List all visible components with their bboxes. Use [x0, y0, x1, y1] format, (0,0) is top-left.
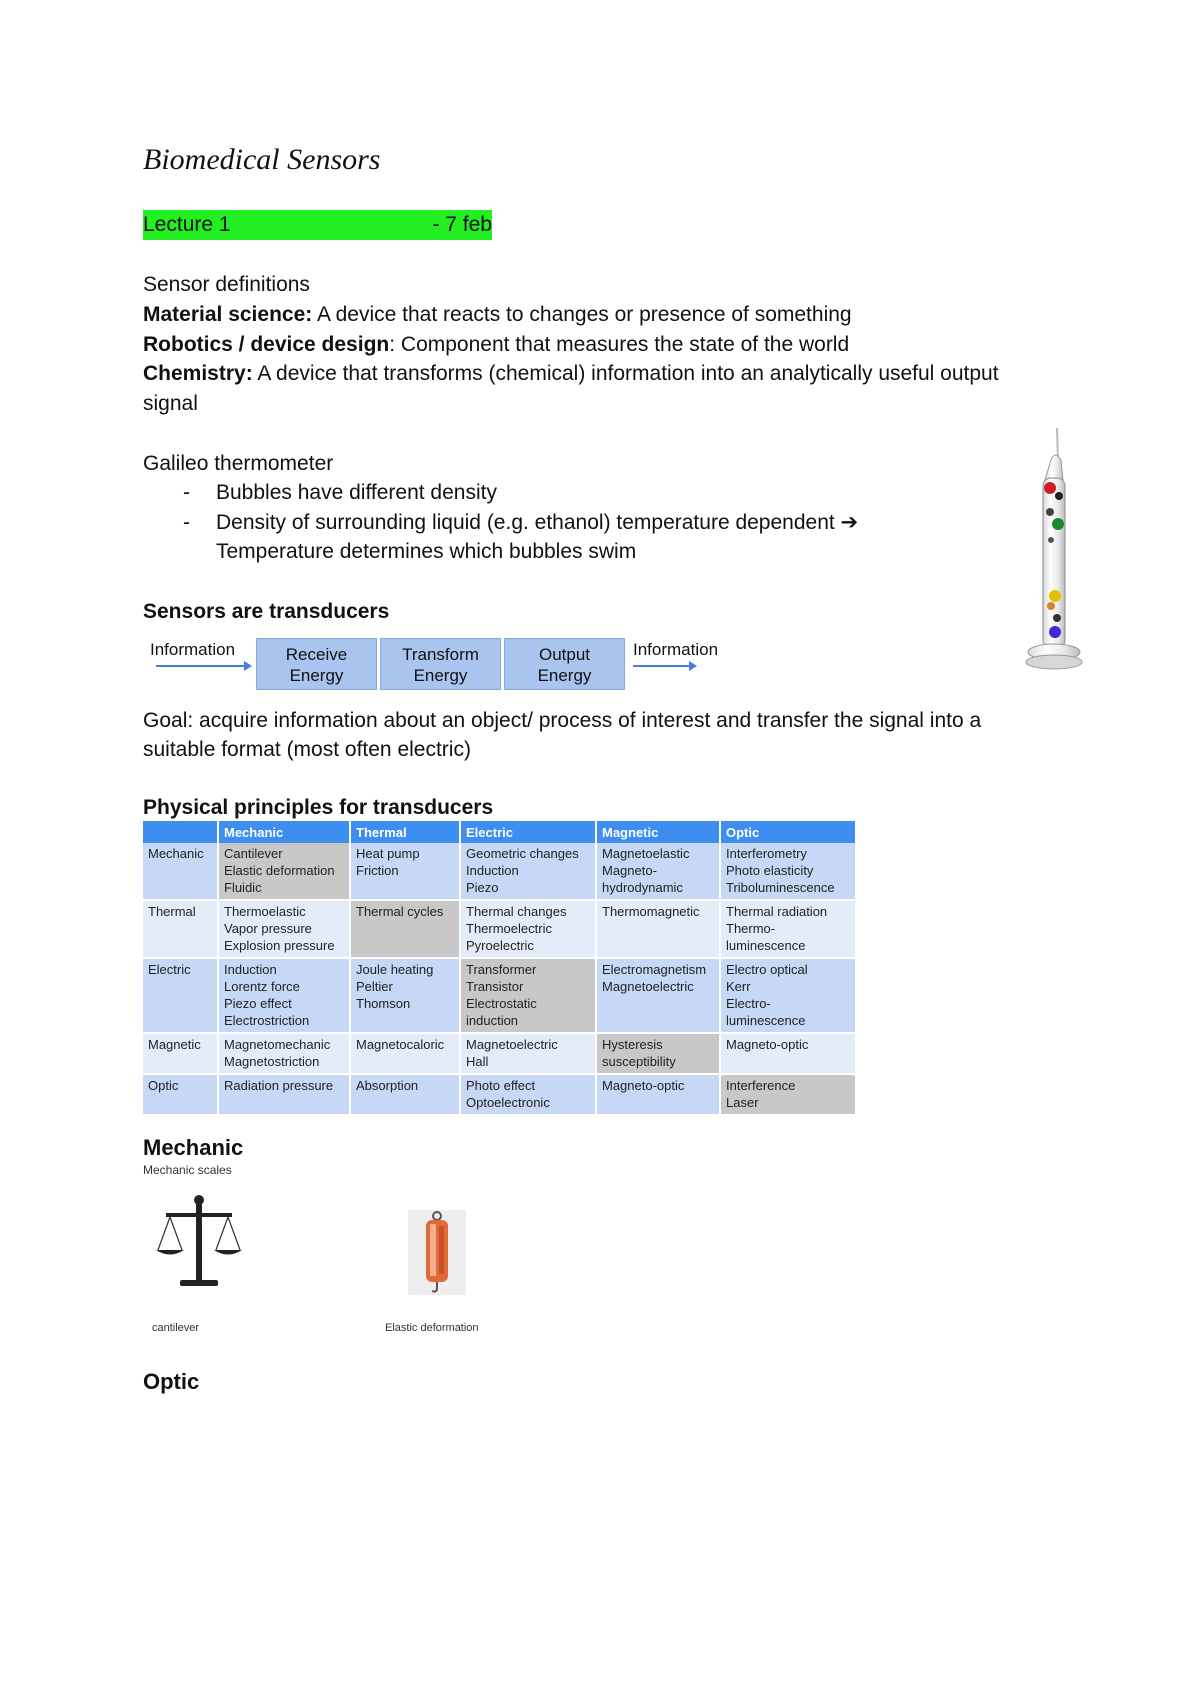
definition-robotics [143, 330, 849, 359]
principles-col-header: Optic [720, 821, 856, 843]
flow-box-transform [380, 638, 501, 690]
table-cell: Hysteresis susceptibility [596, 1033, 720, 1074]
table-cell: Joule heating Peltier Thomson [350, 958, 460, 1033]
definition-robotics-text: : Component that measures the state of the world [389, 333, 850, 356]
table-cell: Induction Lorentz force Piezo effect Electrostriction [218, 958, 350, 1033]
definitions-heading: Sensor definitions [143, 273, 310, 296]
table-cell: Radiation pressure [218, 1074, 350, 1115]
table-row [143, 843, 856, 900]
definition-chemistry-cont: signal [143, 392, 198, 415]
definition-chemistry-label: Chemistry: [143, 362, 253, 385]
table-cell: Magneto-optic [596, 1074, 720, 1115]
table-cell: Absorption [350, 1074, 460, 1115]
principles-header-row [143, 821, 856, 843]
lecture-label: Lecture 1 [143, 213, 231, 236]
table-cell: Interferometry Photo elasticity Triboluminescence [720, 843, 856, 900]
galileo-bullet-dash-1: - [183, 481, 190, 504]
goal-text: Goal: acquire information about an object/ process of interest and transfer the signal into a [143, 709, 982, 732]
flow-input-arrow [156, 665, 244, 667]
table-cell: Magnetomechanic Magnetostriction [218, 1033, 350, 1074]
flow-input-arrowhead [244, 661, 252, 671]
definition-chemistry [143, 359, 999, 388]
table-row [143, 1074, 856, 1115]
definition-material-text: A device that reacts to changes or presence of something [312, 303, 852, 326]
definition-material [143, 300, 852, 329]
table-row-header: Optic [143, 1074, 218, 1115]
table-cell: Interference Laser [720, 1074, 856, 1115]
table-row-header: Mechanic [143, 843, 218, 900]
flow-box-output [504, 638, 625, 690]
table-cell: Magnetocaloric [350, 1033, 460, 1074]
galileo-bullet-dash-2: - [183, 511, 190, 534]
principles-heading: Physical principles for transducers [143, 796, 494, 819]
flow-box-transform-line1: Transform [402, 645, 479, 664]
table-cell: Geometric changes Induction Piezo [460, 843, 596, 900]
principles-col-header: Mechanic [218, 821, 350, 843]
table-cell: Cantilever Elastic deformation Fluidic [218, 843, 350, 900]
optic-heading: Optic [143, 1369, 200, 1394]
flow-output-label: Information [633, 640, 719, 659]
caption-cantilever: cantilever [152, 1322, 200, 1334]
galileo-heading: Galileo thermometer [143, 452, 334, 475]
balance-scale-image [150, 1195, 250, 1295]
table-cell: Magnetoelectric Hall [460, 1033, 596, 1074]
table-row [143, 1033, 856, 1074]
table-row [143, 900, 856, 958]
spring-scale-image [408, 1210, 466, 1295]
flow-box-receive [256, 638, 377, 690]
table-cell: Magnetoelastic Magneto- hydrodynamic [596, 843, 720, 900]
table-cell: Transformer Transistor Electrostatic induction [460, 958, 596, 1033]
table-row-header: Electric [143, 958, 218, 1033]
table-row-header: Thermal [143, 900, 218, 958]
lecture-date: - 7 feb [432, 213, 492, 236]
lecture-highlight [143, 210, 492, 240]
table-cell: Thermoelastic Vapor pressure Explosion pressure [218, 900, 350, 958]
table-cell: Electromagnetism Magnetoelectric [596, 958, 720, 1033]
principles-col-header [143, 821, 218, 843]
table-cell: Thermomagnetic [596, 900, 720, 958]
table-cell: Thermal radiation Thermo- luminescence [720, 900, 856, 958]
galileo-bullet-1: Bubbles have different density [216, 481, 497, 504]
definition-material-label: Material science: [143, 303, 313, 326]
table-row-header: Magnetic [143, 1033, 218, 1074]
flow-box-receive-line1: Receive [285, 645, 348, 664]
table-cell: Heat pump Friction [350, 843, 460, 900]
flow-box-output-line1: Output [538, 645, 591, 664]
caption-elastic-deformation: Elastic deformation [385, 1322, 479, 1334]
mechanic-subheading: Mechanic scales [143, 1163, 232, 1177]
definition-chemistry-text: A device that transforms (chemical) information into an analytically useful output [252, 362, 999, 385]
definition-robotics-label: Robotics / device design [143, 333, 390, 356]
table-cell: Thermal changes Thermoelectric Pyroelectric [460, 900, 596, 958]
table-cell: Thermal cycles [350, 900, 460, 958]
principles-table [143, 821, 857, 1116]
flow-box-receive-line2: Energy [289, 666, 344, 685]
transducers-heading: Sensors are transducers [143, 600, 390, 623]
table-cell: Photo effect Optoelectronic [460, 1074, 596, 1115]
flow-output-arrow [633, 665, 689, 667]
principles-col-header: Magnetic [596, 821, 720, 843]
flow-output-arrowhead [689, 661, 697, 671]
table-row [143, 958, 856, 1033]
table-cell: Magneto-optic [720, 1033, 856, 1074]
principles-col-header: Thermal [350, 821, 460, 843]
galileo-thermometer-image [1015, 420, 1095, 675]
goal-text-cont: suitable format (most often electric) [143, 738, 471, 761]
principles-col-header: Electric [460, 821, 596, 843]
mechanic-heading: Mechanic [143, 1135, 244, 1160]
document-title: Biomedical Sensors [143, 143, 381, 176]
table-cell: Electro optical Kerr Electro- luminescence [720, 958, 856, 1033]
galileo-bullet-2: Density of surrounding liquid (e.g. ethanol) temperature dependent ➔ [216, 511, 859, 534]
flow-box-output-line2: Energy [537, 666, 592, 685]
flow-box-transform-line2: Energy [413, 666, 468, 685]
galileo-bullet-2-cont: Temperature determines which bubbles swim [216, 540, 637, 563]
flow-input-label: Information [150, 640, 236, 659]
